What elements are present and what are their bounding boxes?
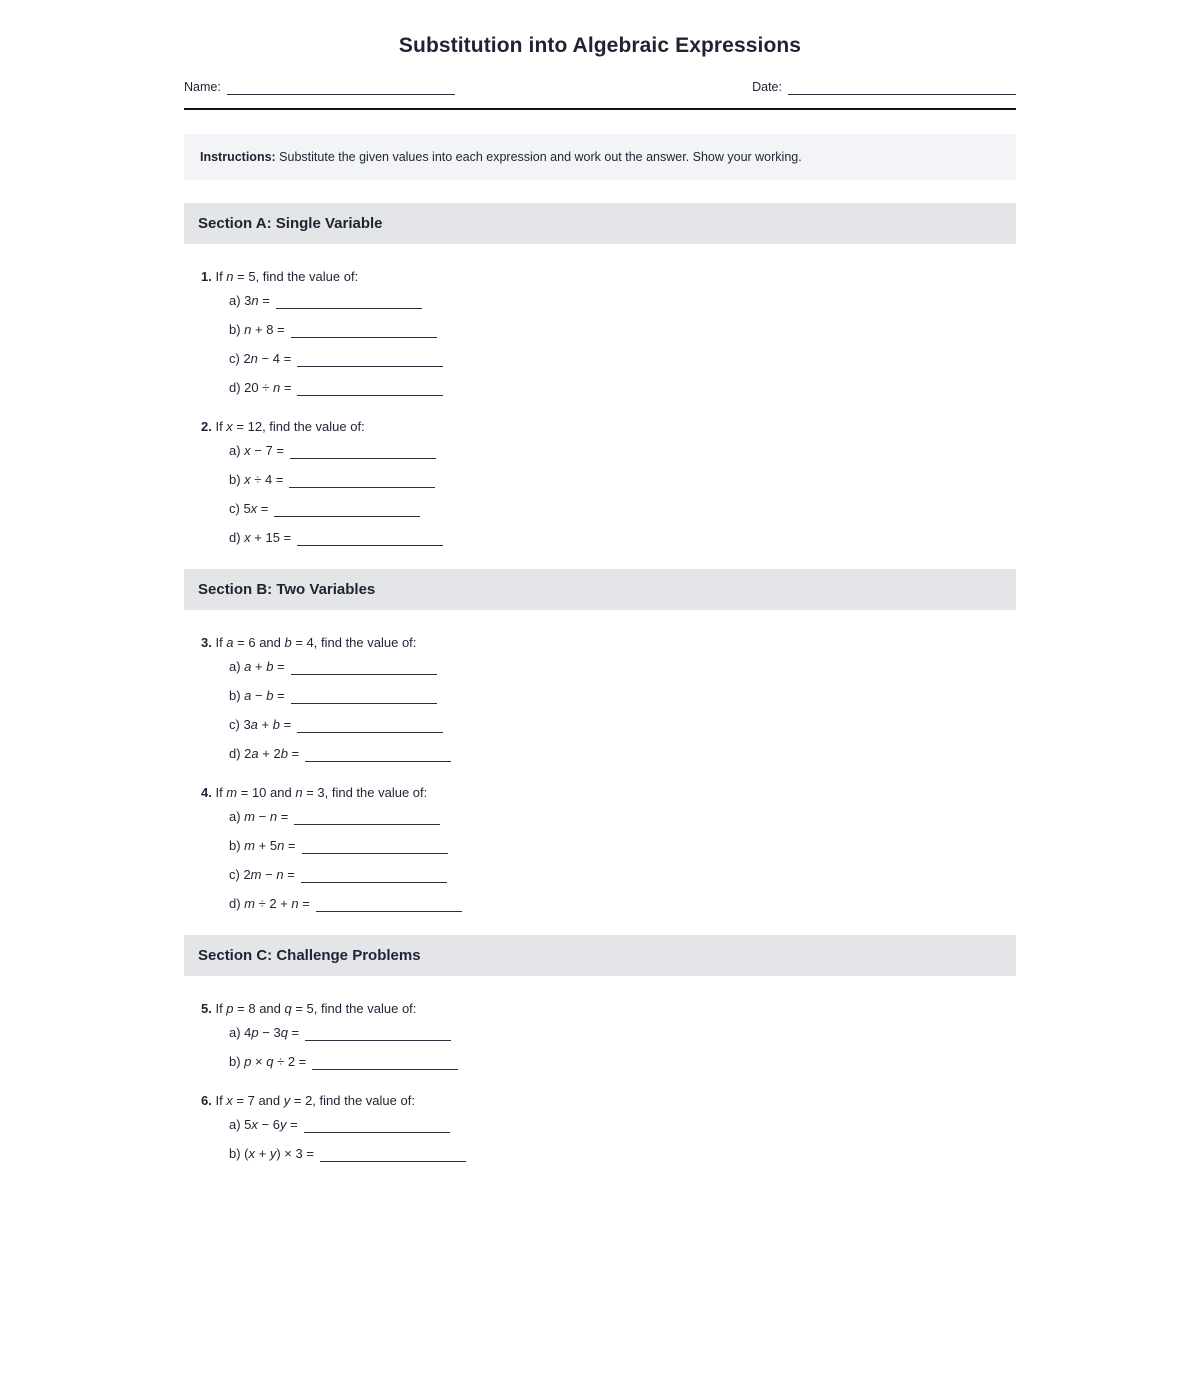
question-number: 6.: [201, 1093, 212, 1108]
question-part: [229, 293, 1016, 309]
question-prompt: If m = 10 and n = 3, find the value of:: [211, 785, 428, 800]
question-parts: [201, 659, 1016, 762]
answer-blank[interactable]: [274, 505, 420, 517]
part-expression: a) 4p − 3q =: [229, 1025, 300, 1040]
question-prompt: If p = 8 and q = 5, find the value of:: [211, 1001, 417, 1016]
part-expression: c) 3a + b =: [229, 717, 292, 732]
part-expression: b) m + 5n =: [229, 838, 296, 853]
answer-blank[interactable]: [301, 871, 447, 883]
answer-blank[interactable]: [320, 1150, 466, 1162]
part-expression: a) 5x − 6y =: [229, 1117, 298, 1132]
question-part: [229, 809, 1016, 825]
question: [184, 784, 1016, 912]
answer-blank[interactable]: [302, 842, 448, 854]
sections-container: [0, 203, 1200, 1162]
instructions-label: Instructions:: [200, 150, 276, 164]
part-expression: b) x ÷ 4 =: [229, 472, 284, 487]
answer-blank[interactable]: [289, 476, 435, 488]
question-parts: [201, 293, 1016, 396]
question-prompt: If x = 12, find the value of:: [211, 419, 365, 434]
question-part: [229, 1117, 1016, 1133]
part-expression: d) x + 15 =: [229, 530, 292, 545]
question-part: [229, 380, 1016, 396]
section-header: Section A: Single Variable: [184, 203, 1016, 244]
part-expression: a) 3n =: [229, 293, 270, 308]
part-expression: a) a + b =: [229, 659, 285, 674]
question-part: [229, 659, 1016, 675]
part-expression: c) 5x =: [229, 501, 269, 516]
question-part: [229, 688, 1016, 704]
question-part: [229, 1054, 1016, 1070]
question-part: [229, 322, 1016, 338]
part-expression: d) m ÷ 2 + n =: [229, 896, 310, 911]
question-prompt: If a = 6 and b = 4, find the value of:: [211, 635, 417, 650]
section-questions: [184, 268, 1016, 546]
question-part: [229, 746, 1016, 762]
question-part: [229, 1025, 1016, 1041]
question-part: [229, 530, 1016, 546]
question-prompt: If n = 5, find the value of:: [211, 269, 359, 284]
question-part: [229, 838, 1016, 854]
question-part: [229, 443, 1016, 459]
header-divider: [184, 108, 1016, 110]
question-part: [229, 501, 1016, 517]
part-expression: b) (x + y) × 3 =: [229, 1146, 314, 1161]
answer-blank[interactable]: [297, 384, 443, 396]
part-expression: b) p × q ÷ 2 =: [229, 1054, 307, 1069]
name-field[interactable]: [184, 80, 455, 95]
answer-blank[interactable]: [297, 355, 443, 367]
question-number: 4.: [201, 785, 212, 800]
part-expression: b) n + 8 =: [229, 322, 285, 337]
part-expression: c) 2m − n =: [229, 867, 295, 882]
page-title: Substitution into Algebraic Expressions: [398, 34, 802, 57]
question: [184, 268, 1016, 396]
part-expression: b) a − b =: [229, 688, 285, 703]
date-write-line[interactable]: [788, 83, 1016, 95]
part-expression: c) 2n − 4 =: [229, 351, 292, 366]
section-header: Section B: Two Variables: [184, 569, 1016, 610]
section-header: Section C: Challenge Problems: [184, 935, 1016, 976]
answer-blank[interactable]: [294, 813, 440, 825]
answer-blank[interactable]: [291, 663, 437, 675]
answer-blank[interactable]: [297, 721, 443, 733]
answer-blank[interactable]: [316, 900, 462, 912]
section-questions: [184, 634, 1016, 912]
question-number: 2.: [201, 419, 212, 434]
question-number: 1.: [201, 269, 212, 284]
question-part: [229, 472, 1016, 488]
answer-blank[interactable]: [304, 1121, 450, 1133]
part-expression: d) 20 ÷ n =: [229, 380, 292, 395]
question-part: [229, 717, 1016, 733]
date-field[interactable]: [752, 80, 1016, 95]
question-parts: [201, 1025, 1016, 1070]
question-parts: [201, 809, 1016, 912]
answer-blank[interactable]: [305, 750, 451, 762]
question-parts: [201, 443, 1016, 546]
part-expression: a) m − n =: [229, 809, 289, 824]
question: [184, 1092, 1016, 1162]
instructions-box: [184, 134, 1016, 180]
answer-blank[interactable]: [276, 297, 422, 309]
name-write-line[interactable]: [227, 83, 455, 95]
answer-blank[interactable]: [290, 447, 436, 459]
question-number: 5.: [201, 1001, 212, 1016]
answer-blank[interactable]: [291, 692, 437, 704]
question: [184, 1000, 1016, 1070]
name-label: Name:: [184, 80, 221, 94]
question: [184, 418, 1016, 546]
name-date-row: [184, 80, 1016, 95]
date-label: Date:: [752, 80, 782, 94]
part-expression: d) 2a + 2b =: [229, 746, 300, 761]
answer-blank[interactable]: [291, 326, 437, 338]
part-expression: a) x − 7 =: [229, 443, 284, 458]
question-parts: [201, 1117, 1016, 1162]
question-part: [229, 896, 1016, 912]
question-prompt: If x = 7 and y = 2, find the value of:: [211, 1093, 415, 1108]
answer-blank[interactable]: [297, 534, 443, 546]
answer-blank[interactable]: [305, 1029, 451, 1041]
instructions-text: Substitute the given values into each expression and work out the answer. Show your working.: [275, 150, 802, 164]
question-part: [229, 867, 1016, 883]
question-part: [229, 1146, 1016, 1162]
question-number: 3.: [201, 635, 212, 650]
question-part: [229, 351, 1016, 367]
question: [184, 634, 1016, 762]
answer-blank[interactable]: [312, 1058, 458, 1070]
section-questions: [184, 1000, 1016, 1162]
